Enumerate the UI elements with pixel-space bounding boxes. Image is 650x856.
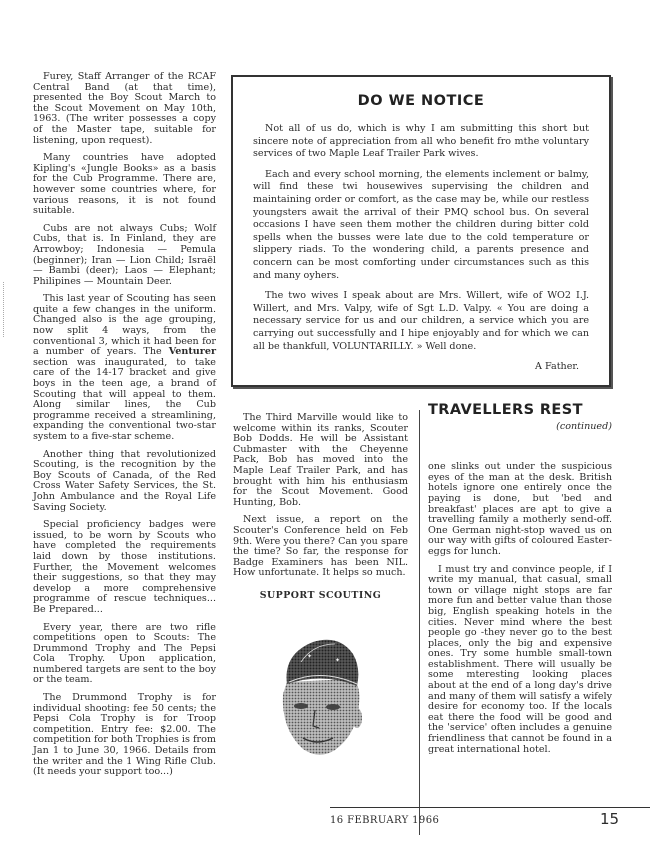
paragraph: Another thing that revolutionized Scouting, is the recognition by the Boy Scouts of Canada, of the Red Cross Water Safety Services, the St. John Ambulance and the Royal Life Saving Society. [33, 448, 216, 513]
paragraph: Cubs are not always Cubs; Wolf Cubs, that is. In Finland, they are Arrowboy; Indonesia — Pemula (beginner); Iran — Lion Child; Israël — Bambi (deer); Laos — Elephant; Philipines — Mountain Deer. [33, 222, 216, 287]
text: This last year of Scouting has seen quite a few changes in the uniform. Changed also is the age grouping, now split 4 ways, from the conventional 3, which it had been for a number of years. The [33, 293, 216, 358]
paragraph: The Drummond Trophy is for individual shooting: fee 50 cents; the Pepsi Cola Trophy is for Troop competition. Entry fee: $2.00. The competition for both Trophies is from Jan 1 to June 30, 1966. Details from the writer and the 1 Wing Rifle Club. (It needs your support too...) [33, 692, 216, 778]
notice-paragraph: Each and every school morning, the elements inclement or balmy, will find these twi housewives supervising the children and maintaining order or comfort, as the case may be, while our restless youngsters await the arrival of their PMQ school bus. On several occasions I have seen them mother the children during bitter cold spells when the busses were late due to the cold temperature or slippery riads. To the wondering child, a parents presence and concern can be most comforting under circumstances such as this and many oyhers. [253, 168, 589, 281]
continued-label: (continued) [556, 420, 612, 432]
notice-title: DO WE NOTICE [357, 93, 485, 109]
support-scouting-heading: SUPPORT SCOUTING [259, 589, 382, 601]
footer-rule [330, 807, 650, 808]
paragraph: Special proficiency badges were issued, to be worn by Scouts who have completed the requirements laid down by those institutions. Further, the Movement welcomes their suggestions, so that they may develop a more comprehensive programme of rescue techniques... Be Prepared... [33, 519, 216, 615]
right-column [428, 402, 612, 762]
paragraph: I must try and convince people, if I write my manual, that casual, small town or village night stops are far more fun and better value than those big, English speaking hotels in the cities. Never mind where the best people go -they never go to the best places, only the big and expensive ones. Try some humble small-town establishment. There will usually be some mteresting looking places about at the end of a long day's drive and many of them will satisfy a wifely desire for economy too. If the locals eat there the food will be good and the 'service' often includes a genuine friendliness that cannot be found in a great international hotel. [428, 563, 612, 755]
text: section was inaugurated, to take care of the 14-17 bracket and give boys in the teen age, a brand of Scouting that will appeal to them. Along similar lines, the Cub programme received a streamlining, expanding the conventional two-star system to a five-star scheme. [33, 356, 216, 442]
column-divider [419, 410, 420, 835]
margin-mark [3, 282, 6, 337]
notice-paragraph: The two wives I speak about are Mrs. Willert, wife of WO2 I.J. Willert, and Mrs. Valpy, wife of Sgt L.D. Valpy. « You are doing a necessary service for us and our children, a service which you are carrying out successfully and I hipe enjoyably and for which we can all be thankfull, VOLUNTARILLY. » Well done. [253, 290, 589, 352]
paragraph: Every year, there are two rifle competitions open to Scouts: The Drummond Trophy and The Pepsi Cola Trophy. Upon application, numbered targets are sent to the boy or the team. [33, 621, 216, 686]
paragraph: one slinks out under the suspicious eyes of the man at the desk. British hotels ignore one entirely once the paying is done, but 'bed and breakfast' places are apt to give a travelling family a motherly send-off. One German night-stop waved us on our way with gifts of coloured Easter-eggs for lunch. [428, 461, 612, 557]
paragraph: The Third Marville would like to welcome within its ranks, Scouter Bob Dodds. He will be Assistant Cubmaster with the Cheyenne Pack, Bob has moved into the Maple Leaf Trailer Park, and has brought with him his enthusiasm for the Scout Movement. Good Hunting, Bob. [233, 412, 408, 508]
paragraph: Furey, Staff Arranger of the RCAF Central Band (at that time), presented the Boy Scout March to the Scout Movement on May 10th, 1963. (The writer possesses a copy of the Master tape, suitable for listening, upon request). [33, 71, 216, 146]
paragraph: Many countries have adopted Kipling's «Jungle Books» as a basis for the Cub Programme. There are, however some countries where, for various reasons, it is not found suitable. [33, 152, 216, 217]
page-number: 15 [600, 810, 620, 828]
travellers-rest-title: TRAVELLERS REST [428, 402, 583, 418]
svg-text:✦: ✦ [307, 653, 313, 660]
paragraph: Next issue, a report on the Scouter's Conference held on Feb 9th. Were you there? Can you spare the time? So far, the response for Badge Examiners has been NIL. How unfortunate. It helps so much. [233, 514, 408, 579]
venturer-bold: Venturer [168, 346, 216, 358]
svg-text:✦: ✦ [335, 657, 341, 664]
middle-column [233, 413, 408, 609]
notice-signature: A Father. [535, 361, 579, 373]
notice-paragraph: Not all of us do, which is why I am submitting this short but sincere note of appreciation from all who benefit fro mthe voluntary services of two Maple Leaf Trailer Park wives. [253, 123, 589, 160]
scout-boy-illustration [273, 634, 365, 760]
venturer-paragraph [33, 294, 216, 442]
footer-date: 16 FEBRUARY 1966 [330, 815, 440, 826]
notice-box [231, 75, 611, 387]
left-column [33, 72, 216, 785]
